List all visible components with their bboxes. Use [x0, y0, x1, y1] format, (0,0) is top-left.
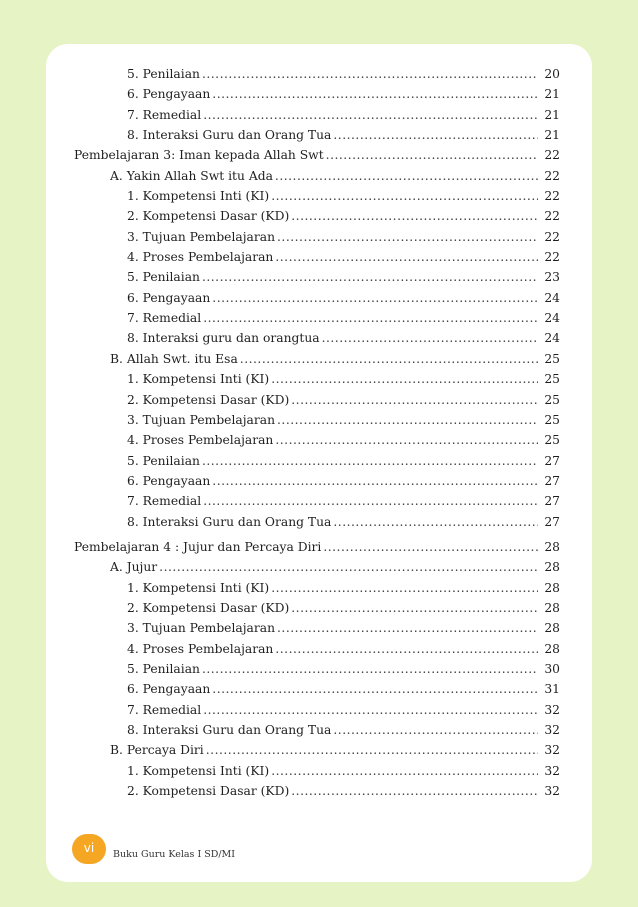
toc-leader-dots [291, 781, 538, 801]
toc-entry-page: 20 [544, 67, 560, 81]
toc-entry-row [110, 166, 560, 186]
toc-entry-page: 27 [544, 453, 560, 468]
toc-entry-page: 22 [544, 148, 560, 163]
toc-entry-page: 32 [544, 723, 560, 737]
toc-entry-page: 22 [544, 229, 560, 244]
toc-entry-row [127, 267, 560, 287]
toc-leader-dots [271, 186, 538, 206]
toc-entry-page: 28 [544, 560, 560, 575]
toc-entry-label: 8. Interaksi Guru dan Orang Tua [127, 514, 332, 529]
toc-entry-label: 7. Remedial [127, 311, 202, 326]
toc-entry-row [127, 410, 560, 430]
toc-leader-dots [322, 328, 538, 348]
toc-entry-row [127, 781, 560, 801]
toc-leader-dots [275, 430, 538, 450]
toc-entry-label: 1. Kompetensi Inti (KI) [127, 763, 270, 778]
toc-entry[interactable] [74, 578, 560, 598]
toc-entry-row [127, 308, 560, 328]
toc-leader-dots [275, 639, 538, 659]
toc-entry[interactable] [74, 471, 560, 491]
toc-entry-row [127, 206, 560, 226]
toc-entry-label: 8. Interaksi Guru dan Orang Tua [127, 128, 332, 143]
table-of-contents [74, 64, 560, 801]
toc-entry-row [127, 125, 560, 145]
toc-leader-dots [333, 720, 538, 740]
toc-entry-row [127, 639, 560, 659]
toc-entry-row [127, 761, 560, 781]
toc-entry[interactable] [74, 740, 560, 760]
toc-entry-page: 31 [544, 682, 560, 697]
toc-entry[interactable] [74, 227, 560, 247]
toc-entry[interactable] [74, 659, 560, 679]
toc-entry-row [127, 105, 560, 125]
toc-entry-label: 7. Remedial [127, 107, 202, 122]
toc-entry-row [127, 471, 560, 491]
toc-leader-dots [203, 105, 538, 125]
toc-leader-dots [277, 618, 538, 638]
toc-entry-label: 6. Pengayaan [127, 87, 211, 102]
toc-entry-page: 21 [544, 128, 560, 143]
toc-entry-label: A. Yakin Allah Swt itu Ada [110, 168, 273, 183]
toc-entry-page: 23 [544, 270, 560, 285]
toc-entry[interactable] [74, 247, 560, 267]
toc-entry-label: 4. Proses Pembelajaran [127, 433, 274, 448]
toc-entry-page: 25 [544, 392, 560, 407]
toc-entry[interactable] [74, 512, 560, 532]
toc-entry-row [127, 227, 560, 247]
toc-entry-label: 3. Tujuan Pembelajaran [127, 412, 276, 427]
toc-entry[interactable] [74, 105, 560, 125]
toc-entry[interactable] [74, 451, 560, 471]
toc-leader-dots [202, 64, 538, 84]
toc-entry-row [127, 451, 560, 471]
toc-entry-page: 25 [544, 412, 560, 427]
toc-leader-dots [212, 288, 538, 308]
toc-entry-label: Pembelajaran 4 : Jujur dan Percaya Diri [74, 539, 322, 554]
toc-entry-label: 8. Interaksi guru dan orangtua [127, 331, 320, 346]
toc-entry-label: 2. Kompetensi Dasar (KD) [127, 600, 290, 615]
toc-entry[interactable] [74, 328, 560, 348]
toc-leader-dots [275, 247, 538, 267]
toc-entry[interactable] [74, 410, 560, 430]
toc-entry-page: 24 [544, 290, 560, 305]
toc-entry-row [127, 618, 560, 638]
toc-entry-row [127, 659, 560, 679]
toc-leader-dots [271, 369, 538, 389]
toc-entry-page: 25 [544, 433, 560, 448]
page-number-badge: vi [72, 834, 106, 864]
toc-leader-dots [271, 578, 538, 598]
toc-entry-row [127, 288, 560, 308]
toc-leader-dots [212, 679, 538, 699]
toc-entry-page: 24 [544, 311, 560, 326]
toc-entry-page: 28 [544, 539, 560, 554]
toc-entry[interactable] [74, 639, 560, 659]
toc-leader-dots [203, 700, 538, 720]
toc-entry-page: 24 [544, 331, 560, 346]
toc-entry-row [127, 328, 560, 348]
toc-entry[interactable] [74, 64, 560, 84]
toc-leader-dots [326, 145, 538, 165]
toc-leader-dots [212, 84, 538, 104]
toc-leader-dots [202, 659, 538, 679]
toc-leader-dots [203, 308, 538, 328]
toc-leader-dots [333, 125, 538, 145]
toc-entry-row [110, 740, 560, 760]
toc-leader-dots [275, 166, 538, 186]
toc-entry-page: 25 [544, 351, 560, 366]
toc-entry[interactable] [74, 369, 560, 389]
toc-entry-row [74, 145, 560, 165]
toc-entry-page: 32 [544, 763, 560, 778]
toc-entry-label: 4. Proses Pembelajaran [127, 641, 274, 656]
toc-entry-label: 2. Kompetensi Dasar (KD) [127, 209, 290, 224]
toc-entry-page: 27 [544, 494, 560, 509]
toc-entry-page: 28 [544, 641, 560, 656]
toc-leader-dots [202, 267, 538, 287]
toc-entry-label: 5. Penilaian [127, 270, 200, 285]
toc-leader-dots [203, 491, 538, 511]
toc-entry-page: 27 [544, 473, 560, 488]
toc-entry[interactable] [74, 598, 560, 618]
toc-entry-page: 32 [544, 702, 560, 717]
toc-entry-label: 6. Pengayaan [127, 290, 211, 305]
toc-entry[interactable] [74, 145, 560, 165]
toc-entry[interactable] [74, 125, 560, 145]
toc-entry-row [127, 720, 560, 740]
toc-leader-dots [333, 512, 538, 532]
toc-entry-page: 21 [544, 87, 560, 102]
toc-leader-dots [291, 206, 538, 226]
toc-entry[interactable] [74, 186, 560, 206]
toc-entry-label: 1. Kompetensi Inti (KI) [127, 580, 270, 595]
toc-entry-row [127, 84, 560, 104]
toc-entry-row [127, 390, 560, 410]
toc-entry-page: 32 [544, 743, 560, 758]
toc-entry-label: 7. Remedial [127, 494, 202, 509]
toc-entry[interactable] [74, 267, 560, 287]
toc-entry-label: 7. Remedial [127, 702, 202, 717]
toc-entry-row [127, 598, 560, 618]
toc-entry[interactable] [74, 166, 560, 186]
toc-entry[interactable] [74, 390, 560, 410]
toc-entry-row [127, 512, 560, 532]
toc-entry-label: 2. Kompetensi Dasar (KD) [127, 392, 290, 407]
toc-entry-page: 25 [544, 372, 560, 387]
toc-entry[interactable] [74, 557, 560, 577]
toc-entry[interactable] [74, 491, 560, 511]
toc-entry-label: 5. Penilaian [127, 661, 200, 676]
toc-leader-dots [202, 451, 538, 471]
toc-entry-page: 22 [544, 189, 560, 204]
toc-entry-row [127, 491, 560, 511]
toc-entry-label: 3. Tujuan Pembelajaran [127, 621, 276, 636]
toc-entry-page: 21 [544, 107, 560, 122]
toc-entry[interactable] [74, 679, 560, 699]
toc-entry-row [127, 369, 560, 389]
toc-leader-dots [323, 537, 538, 557]
toc-entry-page: 30 [544, 661, 560, 676]
toc-leader-dots [271, 761, 538, 781]
toc-entry-page: 22 [544, 250, 560, 265]
toc-entry-row [110, 557, 560, 577]
toc-entry-row [127, 186, 560, 206]
toc-entry-label: Pembelajaran 3: Iman kepada Allah Swt [74, 148, 324, 163]
toc-entry-row [127, 679, 560, 699]
toc-entry-label: B. Percaya Diri [110, 743, 204, 758]
toc-leader-dots [277, 227, 538, 247]
toc-leader-dots [240, 349, 538, 369]
toc-leader-dots [159, 557, 538, 577]
toc-entry-label: 4. Proses Pembelajaran [127, 250, 274, 265]
toc-entry[interactable] [74, 349, 560, 369]
toc-entry-label: 1. Kompetensi Inti (KI) [127, 372, 270, 387]
toc-entry-page: 32 [544, 784, 560, 799]
toc-entry-page: 27 [544, 514, 560, 529]
toc-entry-label: 5. Penilaian [127, 67, 200, 81]
toc-entry-label: A. Jujur [110, 560, 158, 575]
toc-entry-label: 3. Tujuan Pembelajaran [127, 229, 276, 244]
toc-entry-label: B. Allah Swt. itu Esa [110, 351, 238, 366]
toc-entry-row [127, 430, 560, 450]
toc-entry-page: 28 [544, 621, 560, 636]
toc-entry[interactable] [74, 537, 560, 557]
toc-entry[interactable] [74, 84, 560, 104]
toc-entry-page: 28 [544, 580, 560, 595]
toc-entry[interactable] [74, 761, 560, 781]
toc-entry[interactable] [74, 618, 560, 638]
toc-entry-row [74, 537, 560, 557]
toc-leader-dots [291, 390, 538, 410]
toc-entry[interactable] [74, 288, 560, 308]
toc-entry-page: 22 [544, 168, 560, 183]
toc-entry-row [127, 247, 560, 267]
toc-entry-label: 2. Kompetensi Dasar (KD) [127, 784, 290, 799]
toc-entry-label: 6. Pengayaan [127, 682, 211, 697]
toc-entry-row [127, 578, 560, 598]
toc-entry-row [127, 700, 560, 720]
toc-entry-label: 8. Interaksi Guru dan Orang Tua [127, 723, 332, 737]
toc-entry-label: 1. Kompetensi Inti (KI) [127, 189, 270, 204]
toc-entry-row [110, 349, 560, 369]
toc-entry[interactable] [74, 430, 560, 450]
toc-entry-label: 6. Pengayaan [127, 473, 211, 488]
toc-leader-dots [277, 410, 538, 430]
toc-entry[interactable] [74, 206, 560, 226]
footer-book-title: Buku Guru Kelas I SD/MI [113, 849, 236, 860]
toc-entry[interactable] [74, 700, 560, 720]
toc-leader-dots [212, 471, 538, 491]
toc-leader-dots [291, 598, 538, 618]
toc-entry-page: 28 [544, 600, 560, 615]
toc-entry[interactable] [74, 308, 560, 328]
toc-leader-dots [206, 740, 538, 760]
toc-entry-row [127, 64, 560, 84]
toc-entry[interactable] [74, 720, 560, 740]
toc-entry-page: 22 [544, 209, 560, 224]
toc-entry-label: 5. Penilaian [127, 453, 200, 468]
toc-entry[interactable] [74, 781, 560, 801]
